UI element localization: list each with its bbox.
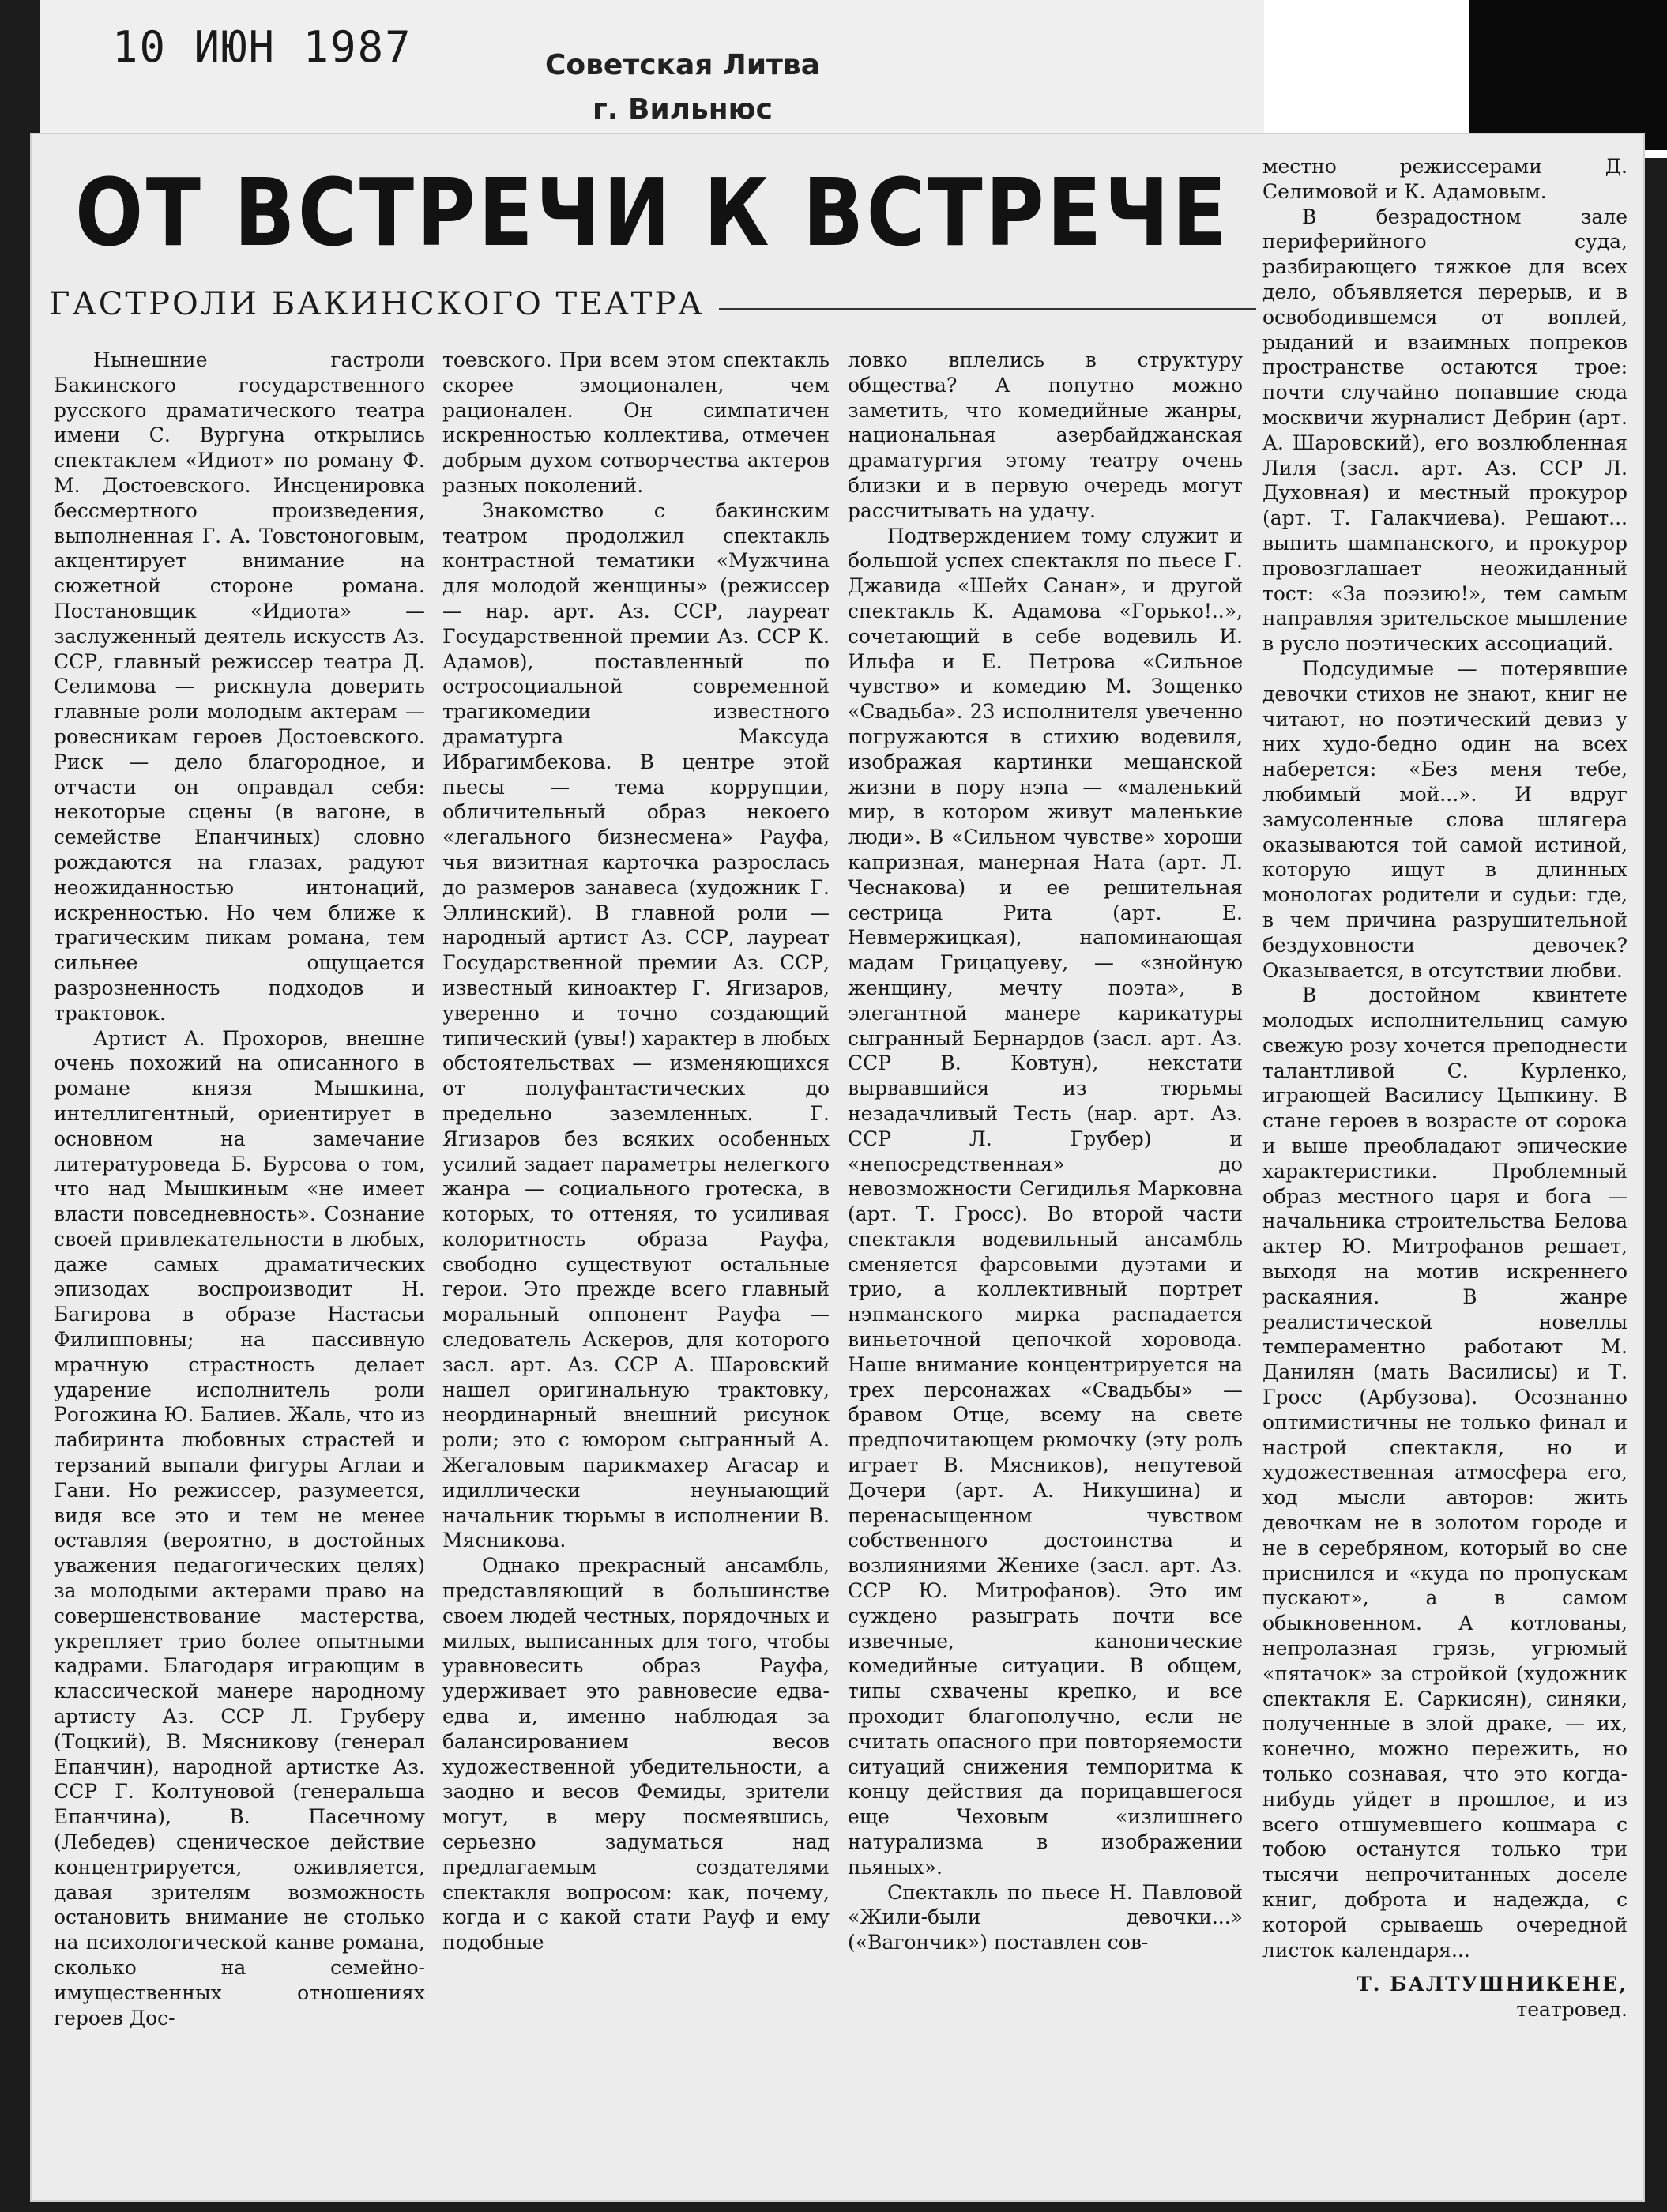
archive-stamp-card [40,0,1266,150]
stamp-newspaper [545,43,820,132]
subheadline-rule [719,308,1256,310]
author-signature: Т. БАЛТУШНИКЕНЕ, [1357,1973,1627,1996]
author-role: театровед. [1516,1998,1627,2022]
article-column-2 [442,348,830,1955]
paragraph: Подтверждением тому служит и большой успех спектакля по пьесе Г. Джавида «Шейх Санан», и другой спектакль К. Адамова «Горько!..», сочетающий в себе водевиль И. Ильфа и Е. Петрова «Сильное чувство» и комедию М. Зощенко «Свадьба». 23 исполнителя увеченно погружаются в стихию водевиля, изображая картинки мещанской жизни в пору нэпа — «маленький мир, в котором живут маленькие люди». В «Сильном чувстве» хороши капризная, манерная Ната (арт. Л. Чеснакова) и ее решительная сестрица Рита (арт. Е. Невмержицкая), напоминающая мадам Грицацуеву, — «знойную женщину, мечту поэта», в элегантной манере карикатуры сыгранный Бернардов (засл. арт. Аз. ССР В. Ковтун), некстати вырвавшийся из тюрьмы незадачливый Тесть (нар. арт. Аз. ССР Л. Грубер) и «непосредственная» до невозможности Сегидилья Марковна (арт. Т. Гросс). Во второй части спектакля водевильный ансамбль сменяется фарсовыми дуэтами и трио, а коллективный портрет нэпманского мирка распадается виньеточной цепочкой хоровода. Наше внимание концентрируется на трех персонажах «Свадьбы» — бравом Отце, всему на свете предпочитающем рюмочку (эту роль играет В. Мясников), непутевой Дочери (арт. А. Никушина) и перенасыщенном чувством собственного достоинства и возлияниями Женихе (засл. арт. Аз. ССР Ю. Митрофанов). Это им суждено разыграть почти все извечные, канонические комедийные ситуации. В общем, типы схвачены крепко, и все проходит благополучно, если не считать опасного при повторяемости ситуаций снижения темпоритма к концу действия да порицавшегося еще Чеховым «излишнего натурализма в изображении пьяных». [848,524,1243,1879]
stamp-city: г. Вильнюс [592,93,773,126]
paragraph: В безрадостном зале периферийного суда, разбирающего тяжкое для всех дело, объявляется перерыв, и в освободившемся от воплей, рыданий и взаимных попреков пространстве остаются трое: почти случайно попавшие сюда москвичи журналист Дебрин (арт. А. Шаровский), его возлюбленная Лиля (засл. арт. Аз. ССР Л. Духовная) и местный прокурор (арт. Т. Галакчиева). Решают... выпить шампанского, и прокурор провозглашает неожиданный тост: «За поэзию!», тем самым направляя зрительское мышление в русло поэтических ассоциаций. [1262,205,1627,656]
paragraph: тоевского. При всем этом спектакль скорее эмоционален, чем рационален. Он симпатичен искренностью коллектива, отмечен добрым духом сотворчества актеров разных поколений. [442,348,830,497]
paragraph: В достойном квинтете молодых исполнительниц самую свежую розу хочется преподнести талантливой С. Курленко, играющей Василису Цыпкину. В стане героев в возрасте от сорока и выше преобладают эпические характеристики. Проблемный образ местного царя и бога — начальника строительства Белова актер Ю. Митрофанов решает, выходя на мотив искреннего раскаяния. В жанре реалистической новеллы темпераментно работают М. Данилян (мать Василисы) и Т. Гросс (Арбузова). Осознанно оптимистичны не только финал и настрой спектакля, но и художественная атмосфера его, ход мысли авторов: жить девочкам не в золотом городе и не в серебряном, который во сне приснился и «куда по пропускам пускают», а в самом обыкновенном. А котлованы, непролазная грязь, угрюмый «пятачок» за стройкой (художник спектакля Е. Саркисян), синяки, полученные в злой драке, — их, конечно, можно пережить, но только сознавая, что это когда-нибудь уйдет в прошлое, и из всего отшумевшего кошмара с тобою останутся только три тысячи непрочитанных доселе книг, доброта и надежда, с которой срываешь очередной листок календаря... [1262,984,1627,1962]
newspaper-clipping [32,134,1643,2200]
article-column-1 [54,348,425,2030]
dark-corner [1469,0,1667,150]
article-column-3 [848,348,1243,1955]
stamp-paper-name: Советская Литва [545,49,820,81]
stamp-date: 10 ИЮН 1987 [112,22,412,72]
article-headline: ОТ ВСТРЕЧИ К ВСТРЕЧЕ [75,158,1229,267]
article-column-4 [1262,154,1627,2022]
paragraph: Нынешние гастроли Бакинского государственного русского драматического театра имени С. Вургуна открылись спектаклем «Идиот» по роману Ф. М. Достоевского. Инсценировка бессмертного произведения, выполненная Г. А. Товстоноговым, акцентирует внимание на сюжетной стороне романа. Постановщик «Идиота» — заслуженный деятель искусств Аз. ССР, главный режиссер театра Д. Селимова — рискнула доверить главные роли молодым актерам — ровесникам героев Достоевского. Риск — дело благородное, и отчасти он оправдал себя: некоторые сцены (в вагоне, в семействе Епанчиных) словно рождаются на глазах, радуют неожиданностью интонаций, искренностью. Но чем ближе к трагическим пикам романа, тем сильнее ощущается разрозненность подходов и трактовок. [54,348,425,1025]
paragraph: Знакомство с бакинским театром продолжил спектакль контрастной тематики «Мужчина для молодой женщины» (режиссер — нар. арт. Аз. ССР, лауреат Государственной премии Аз. ССР К. Адамов), поставленный по остросоциальной современной трагикомедии известного драматурга Максуда Ибрагимбекова. В центре этой пьесы — тема коррупции, обличительный образ некоего «легального бизнесмена» Рауфа, чья визитная карточка разрослась до размеров занавеса (художник Г. Эллинский). В главной роли — народный артист Аз. ССР, лауреат Государственной премии Аз. ССР, известный киноактер Г. Ягизаров, уверенно и точно создающий типический (увы!) характер в любых обстоятельствах — изменяющихся от полуфантастических до предельно заземленных. Г. Ягизаров без всяких особенных усилий задает параметры нелегкого жанра — социального гротеска, в которых, то оттеняя, то усиливая колоритность образа Рауфа, свободно существуют остальные герои. Это прежде всего главный моральный оппонент Рауфа — следователь Аскеров, для которого засл. арт. Аз. ССР А. Шаровский нашел оригинальную трактовку, неординарный внешний рисунок роли; это с юмором сыгранный А. Жегаловым парикмахер Агасар и идиллически неуныающий начальник тюрьмы в исполнении В. Мясникова. [442,498,830,1552]
paragraph: Спектакль по пьесе Н. Павловой «Жили-были девочки...» («Вагончик») поставлен сов- [848,1880,1243,1954]
paragraph: Однако прекрасный ансамбль, представляющий в большинстве своем людей честных, порядочных и милых, выписанных для того, чтобы уравновесить образ Рауфа, удерживает это равновесие едва-едва и, именно наблюдая за балансированием весов художественной убедительности, а заодно и весов Фемиды, зрители могут, в меру посмеявшись, серьезно задуматься над предлагаемым создателями спектакля вопросом: как, почему, когда и с какой стати Рауф и ему подобные [442,1554,830,1954]
paragraph: Артист А. Прохоров, внешне очень похожий на описанного в романе князя Мышкина, интеллигентный, ориентирует в основном на замечание литературоведа Б. Бурсова о том, что над Мышкиным «не имеет власти повседневность». Сознание своей привлекательности в любых, даже самых драматических эпизодах воспроизводит Н. Багирова в образе Настасьи Филипповны; на пассивную мрачную страстность делает ударение исполнитель роли Рогожина Ю. Балиев. Жаль, что из лабиринта любовных страстей и терзаний выпали фигуры Аглаи и Гани. Но режиссер, разумеется, видя все это и тем не менее оставляя (вероятно, в достойных уважения педагогических целях) за молодыми актерами право на совершенствование мастерства, укрепляет трио более опытными кадрами. Благодаря играющим в классической манере народному артисту Аз. ССР Л. Груберу (Тоцкий), В. Мясникову (генерал Епанчин), народной артистке Аз. ССР Г. Колтуновой (генеральша Епанчина), В. Пасечному (Лебедев) сценическое действие концентрируется, оживляется, давая зрителям возможность остановить внимание не столько на психологической канве романа, сколько на семейно-имущественных отношениях героев Дос- [54,1026,425,2030]
paragraph: местно режиссерами Д. Селимовой и К. Адамовым. [1262,155,1627,203]
paragraph: Подсудимые — потерявшие девочки стихов не знают, книг не читают, но поэтический девиз у них худо-бедно один на всех наберется: «Без меня тебе, любимый мой...». И вдруг замусоленные слова шлягера оказываются той самой истиной, которую ищут в длинных монологах родители и судьи: где, в чем причина разрушительной бездуховности девочек? Оказывается, в отсутствии любви. [1262,656,1627,982]
paragraph: ловко вплелись в структуру общества? А попутно можно заметить, что комедийные жанры, национальная азербайджанская драматургия этому театру очень близки и в первую очередь могут рассчитывать на удачу. [848,348,1243,522]
article-subheadline: ГАСТРОЛИ БАКИНСКОГО ТЕАТРА [49,286,705,322]
